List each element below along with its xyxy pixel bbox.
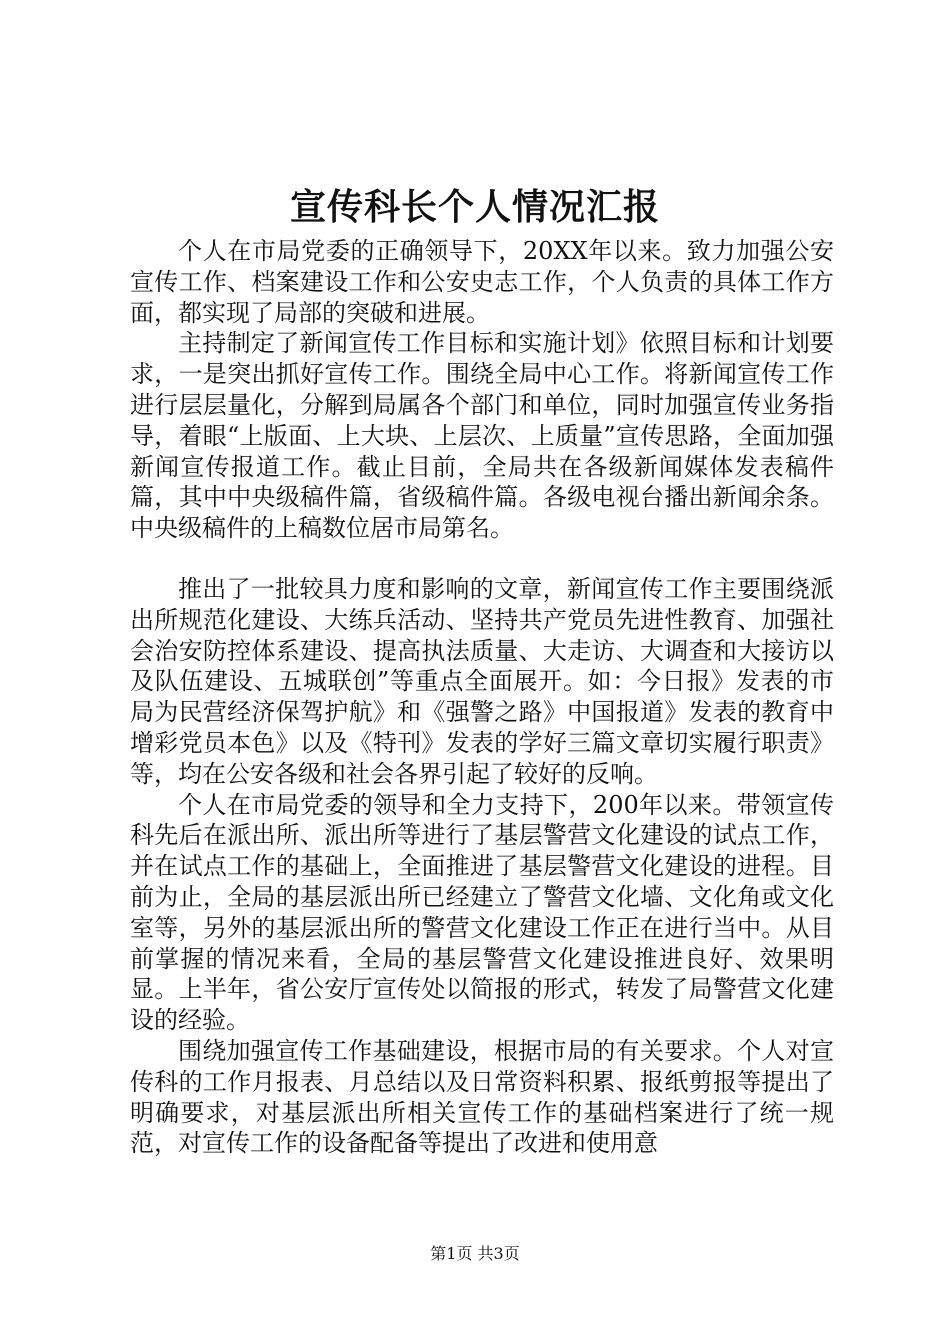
document-body [130, 236, 834, 1159]
paragraph: 推出了一批较具力度和影响的文章，新闻宣传工作主要围绕派出所规范化建设、大练兵活动、坚持共产党员先进性教育、加强社会治安防控体系建设、提高执法质量、大走访、大调查和大接访以及队伍建设、五城联创”等重点全面展开。如：今日报》发表的市局为民营经济保驾护航》和《强警之路》中国报道》发表的教育中增彩党员本色》以及《特刊》发表的学好三篇文章切实履行职责》等，均在公安各级和社会各界引起了较好的反响。 [130, 574, 834, 788]
page-number-footer: 第1页 共3页 [430, 1244, 520, 1263]
page-title: 宣传科长个人情况汇报 [289, 186, 660, 228]
paragraph: 围绕加强宣传工作基础建设，根据市局的有关要求。个人对宣传科的工作月报表、月总结以及日常资料积累、报纸剪报等提出了明确要求，对基层派出所相关宣传工作的基础档案进行了统一规范，对宣传工作的设备配备等提出了改进和使用意 [130, 1036, 834, 1158]
paragraph: 个人在市局党委的正确领导下，20XX年以来。致力加强公安宣传工作、档案建设工作和公安史志工作，个人负责的具体工作方面，都实现了局部的突破和进展。 [130, 237, 834, 327]
paragraph: 个人在市局党委的领导和全力支持下，200年以来。带领宣传科先后在派出所、派出所等进行了基层警营文化建设的试点工作，并在试点工作的基础上，全面推进了基层警营文化建设的进程。目前为止，全局的基层派出所已经建立了警营文化墙、文化角或文化室等，另外的基层派出所的警营文化建设工作正在进行当中。从目前掌握的情况来看，全局的基层警营文化建设推进良好、效果明显。上半年，省公安厅宣传处以简报的形式，转发了局警营文化建设的经验。 [130, 790, 834, 1035]
paragraph: 主持制定了新闻宣传工作目标和实施计划》依照目标和计划要求，一是突出抓好宣传工作。围绕全局中心工作。将新闻宣传工作进行层层量化，分解到局属各个部门和单位，同时加强宣传业务指导，着眼“上版面、上大块、上层次、上质量”宣传思路，全面加强新闻宣传报道工作。截止目前，全局共在各级新闻媒体发表稿件篇，其中中央级稿件篇，省级稿件篇。各级电视台播出新闻余条。中央级稿件的上稿数位居市局第名。 [130, 329, 834, 543]
